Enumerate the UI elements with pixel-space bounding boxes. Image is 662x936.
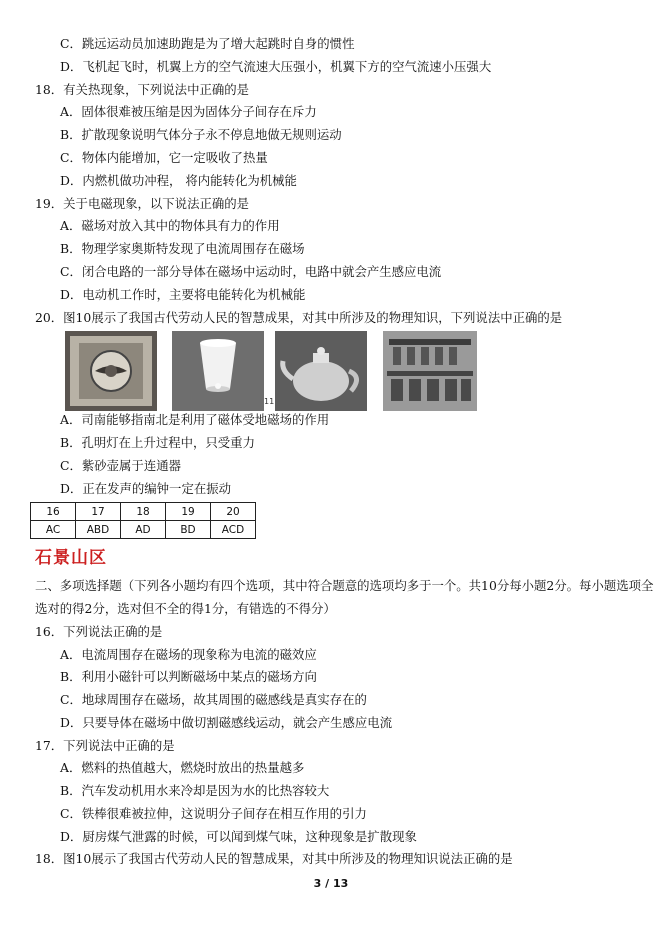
kongming-lantern-image xyxy=(172,331,264,411)
option-text: B．物理学家奥斯特发现了电流周围存在磁场 xyxy=(60,241,305,256)
answer-header-cell: 17 xyxy=(76,503,121,521)
answer-cell: ACD xyxy=(211,521,256,539)
answer-header-cell: 20 xyxy=(211,503,256,521)
answer-header-cell: 19 xyxy=(166,503,211,521)
answer-cell: AD xyxy=(121,521,166,539)
option-text: A．磁场对放入其中的物体具有力的作用 xyxy=(60,218,280,233)
region-title: 石景山区 xyxy=(35,548,107,568)
answer-header-cell: 16 xyxy=(31,503,76,521)
option-text: B．扩散现象说明气体分子永不停息地做无规则运动 xyxy=(60,127,342,142)
bianzhong-bells-image xyxy=(383,331,477,411)
option-text: A．燃料的热值越大，燃烧时放出的热量越多 xyxy=(60,760,305,775)
option-text: D．只要导体在磁场中做切割磁感线运动，就会产生感应电流 xyxy=(60,715,393,730)
option-text: C．地球周围存在磁场，故其周围的磁感线是真实存在的 xyxy=(60,692,367,707)
answer-cell: ABD xyxy=(76,521,121,539)
option-text: D．飞机起飞时，机翼上方的空气流速大压强小，机翼下方的空气流速小压强大 xyxy=(60,59,492,74)
answer-header-cell: 18 xyxy=(121,503,166,521)
question-stem: 20．图10展示了我国古代劳动人民的智慧成果，对其中所涉及的物理知识，下列说法中正确的是 xyxy=(35,310,563,325)
zisha-teapot-image xyxy=(275,331,367,411)
option-text: B．汽车发动机用水来冷却是因为水的比热容较大 xyxy=(60,783,330,798)
option-text: D．厨房煤气泄露的时候，可以闻到煤气味，这种现象是扩散现象 xyxy=(60,829,417,844)
figure-label: 11 xyxy=(264,397,275,406)
option-text: D．内燃机做功冲程， 将内能转化为机械能 xyxy=(60,173,297,188)
option-text: D．正在发声的编钟一定在振动 xyxy=(60,481,232,496)
option-text: A．固体很难被压缩是因为固体分子间存在斥力 xyxy=(60,104,317,119)
section-instruction: 二、多项选择题（下列各小题均有四个选项，其中符合题意的选项均多于一个。共10分每小题2分。每小题选项全 xyxy=(35,578,654,593)
answer-table xyxy=(30,502,256,539)
option-text: A．电流周围存在磁场的现象称为电流的磁效应 xyxy=(60,647,317,662)
option-text: D．电动机工作时，主要将电能转化为机械能 xyxy=(60,287,306,302)
option-text: C．物体内能增加，它一定吸收了热量 xyxy=(60,150,268,165)
compass-sinan-image xyxy=(65,331,157,411)
option-text: B．孔明灯在上升过程中，只受重力 xyxy=(60,435,255,450)
option-text: C．铁棒很难被拉伸，这说明分子间存在相互作用的引力 xyxy=(60,806,367,821)
section-instruction: 选对的得2分，选对但不全的得1分，有错选的不得分） xyxy=(35,601,336,616)
answer-row xyxy=(31,521,256,539)
option-text: A．司南能够指南北是利用了磁体受地磁场的作用 xyxy=(60,412,330,427)
page-number: 3 / 13 xyxy=(313,877,349,890)
option-text: C．闭合电路的一部分导体在磁场中运动时，电路中就会产生感应电流 xyxy=(60,264,442,279)
option-text: C．紫砂壶属于连通器 xyxy=(60,458,181,473)
question-stem: 17．下列说法中正确的是 xyxy=(35,738,175,753)
option-text: B．利用小磁针可以判断磁场中某点的磁场方向 xyxy=(60,669,317,684)
answer-cell: AC xyxy=(31,521,76,539)
question-stem: 19．关于电磁现象，以下说法正确的是 xyxy=(35,196,250,211)
answer-header-row xyxy=(31,503,256,521)
option-text: C．跳远运动员加速助跑是为了增大起跳时自身的惯性 xyxy=(60,36,355,51)
question-stem: 18．图10展示了我国古代劳动人民的智慧成果，对其中所涉及的物理知识说法正确的是 xyxy=(35,851,513,866)
answer-cell: BD xyxy=(166,521,211,539)
question-stem: 18．有关热现象，下列说法中正确的是 xyxy=(35,82,250,97)
question-stem: 16．下列说法正确的是 xyxy=(35,624,163,639)
